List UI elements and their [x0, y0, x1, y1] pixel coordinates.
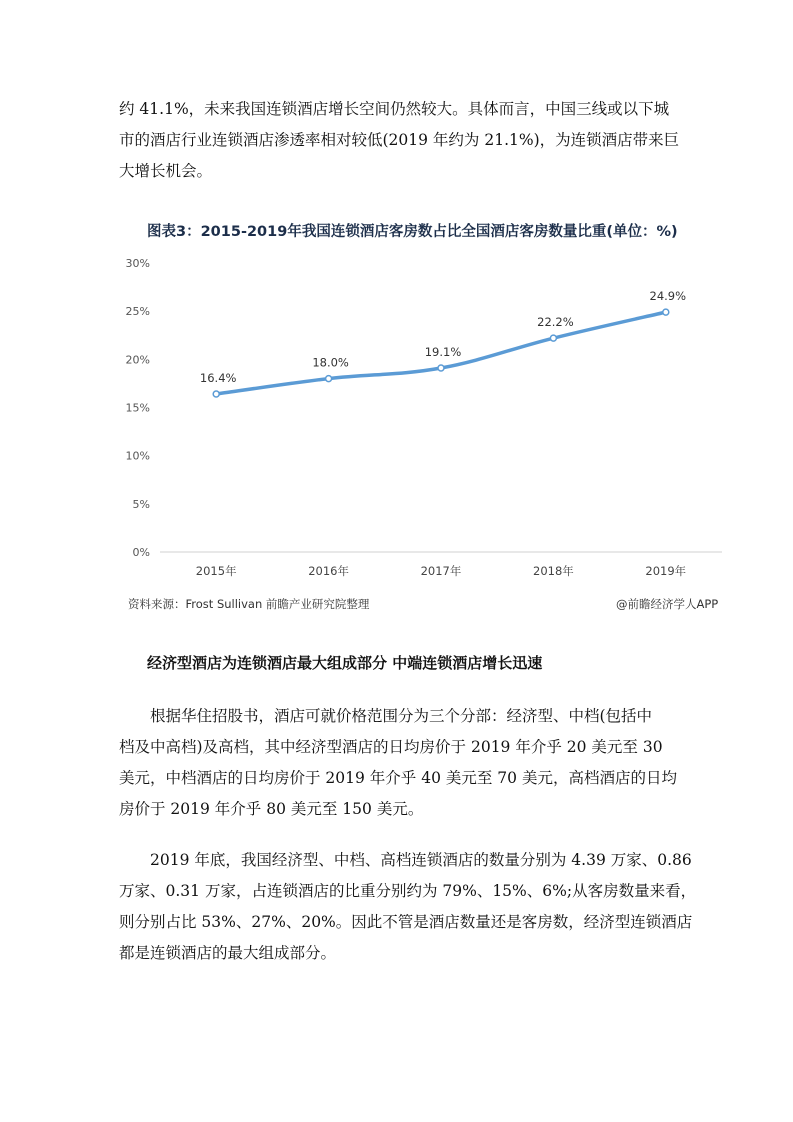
paragraph-2 [119, 701, 689, 825]
paragraph-line: 万家、0.31 万家，占连锁酒店的比重分别约为 79%、15%、6%;从客房数量来看， [119, 882, 697, 900]
data-point [213, 391, 219, 397]
x-tick-label: 2019年 [645, 564, 687, 578]
data-label: 22.2% [537, 315, 574, 330]
x-tick-label: 2017年 [420, 564, 462, 578]
y-tick-label: 0% [132, 546, 150, 559]
data-label: 18.0% [312, 355, 349, 370]
x-tick-label: 2016年 [308, 564, 349, 578]
y-tick-label: 30% [125, 257, 150, 270]
y-tick-label: 15% [125, 401, 150, 415]
paragraph-line: 约 41.1%，未来我国连锁酒店增长空间仍然较大。具体而言，中国三线或以下城 [119, 100, 670, 118]
data-point [438, 365, 444, 371]
paragraph-3 [119, 845, 697, 969]
data-point [663, 309, 669, 315]
chart-title: 图表3：2015-2019年我国连锁酒店客房数占比全国酒店客房数量比重(单位：%) [147, 224, 678, 240]
paragraph-line: 美元，中档酒店的日均房价于 2019 年介乎 40 美元至 70 美元，高档酒店的日均 [119, 769, 677, 787]
data-point [326, 376, 332, 382]
y-tick-label: 20% [125, 353, 150, 367]
paragraph-line: 大增长机会。 [119, 162, 213, 180]
paragraph-line: 档及中高档)及高档，其中经济型酒店的日均房价于 2019 年介乎 20 美元至 30 [119, 738, 663, 756]
data-label: 24.9% [649, 289, 687, 304]
x-tick-label: 2018年 [533, 564, 574, 578]
chart-source: 资料来源：Frost Sullivan 前瞻产业研究院整理 [128, 597, 370, 611]
paragraph-line: 房价于 2019 年介乎 80 美元至 150 美元。 [119, 800, 424, 818]
intro-paragraph [119, 94, 689, 187]
y-tick-label: 10% [125, 449, 150, 463]
data-point [550, 335, 556, 341]
paragraph-line: 2019 年底，我国经济型、中档、高档连锁酒店的数量分别为 4.39 万家、0.86 [150, 851, 692, 869]
line-chart [110, 248, 740, 588]
paragraph-line: 都是连锁酒店的最大组成部分。 [119, 944, 337, 962]
data-label: 19.1% [424, 345, 462, 360]
x-tick-label: 2015年 [195, 564, 237, 578]
section-heading: 经济型酒店为连锁酒店最大组成部分 中端连锁酒店增长迅速 [147, 654, 543, 672]
y-tick-label: 5% [132, 497, 150, 511]
paragraph-line: 市的酒店行业连锁酒店渗透率相对较低(2019 年约为 21.1%)，为连锁酒店带来巨 [119, 131, 680, 149]
data-label: 16.4% [199, 371, 237, 386]
y-tick-label: 25% [125, 305, 150, 319]
chart-credit: @前瞻经济学人APP [616, 597, 719, 611]
paragraph-line: 根据华住招股书，酒店可就价格范围分为三个分部：经济型、中档(包括中 [150, 707, 653, 725]
paragraph-line: 则分别占比 53%、27%、20%。因此不管是酒店数量还是客房数，经济型连锁酒店 [119, 913, 693, 931]
